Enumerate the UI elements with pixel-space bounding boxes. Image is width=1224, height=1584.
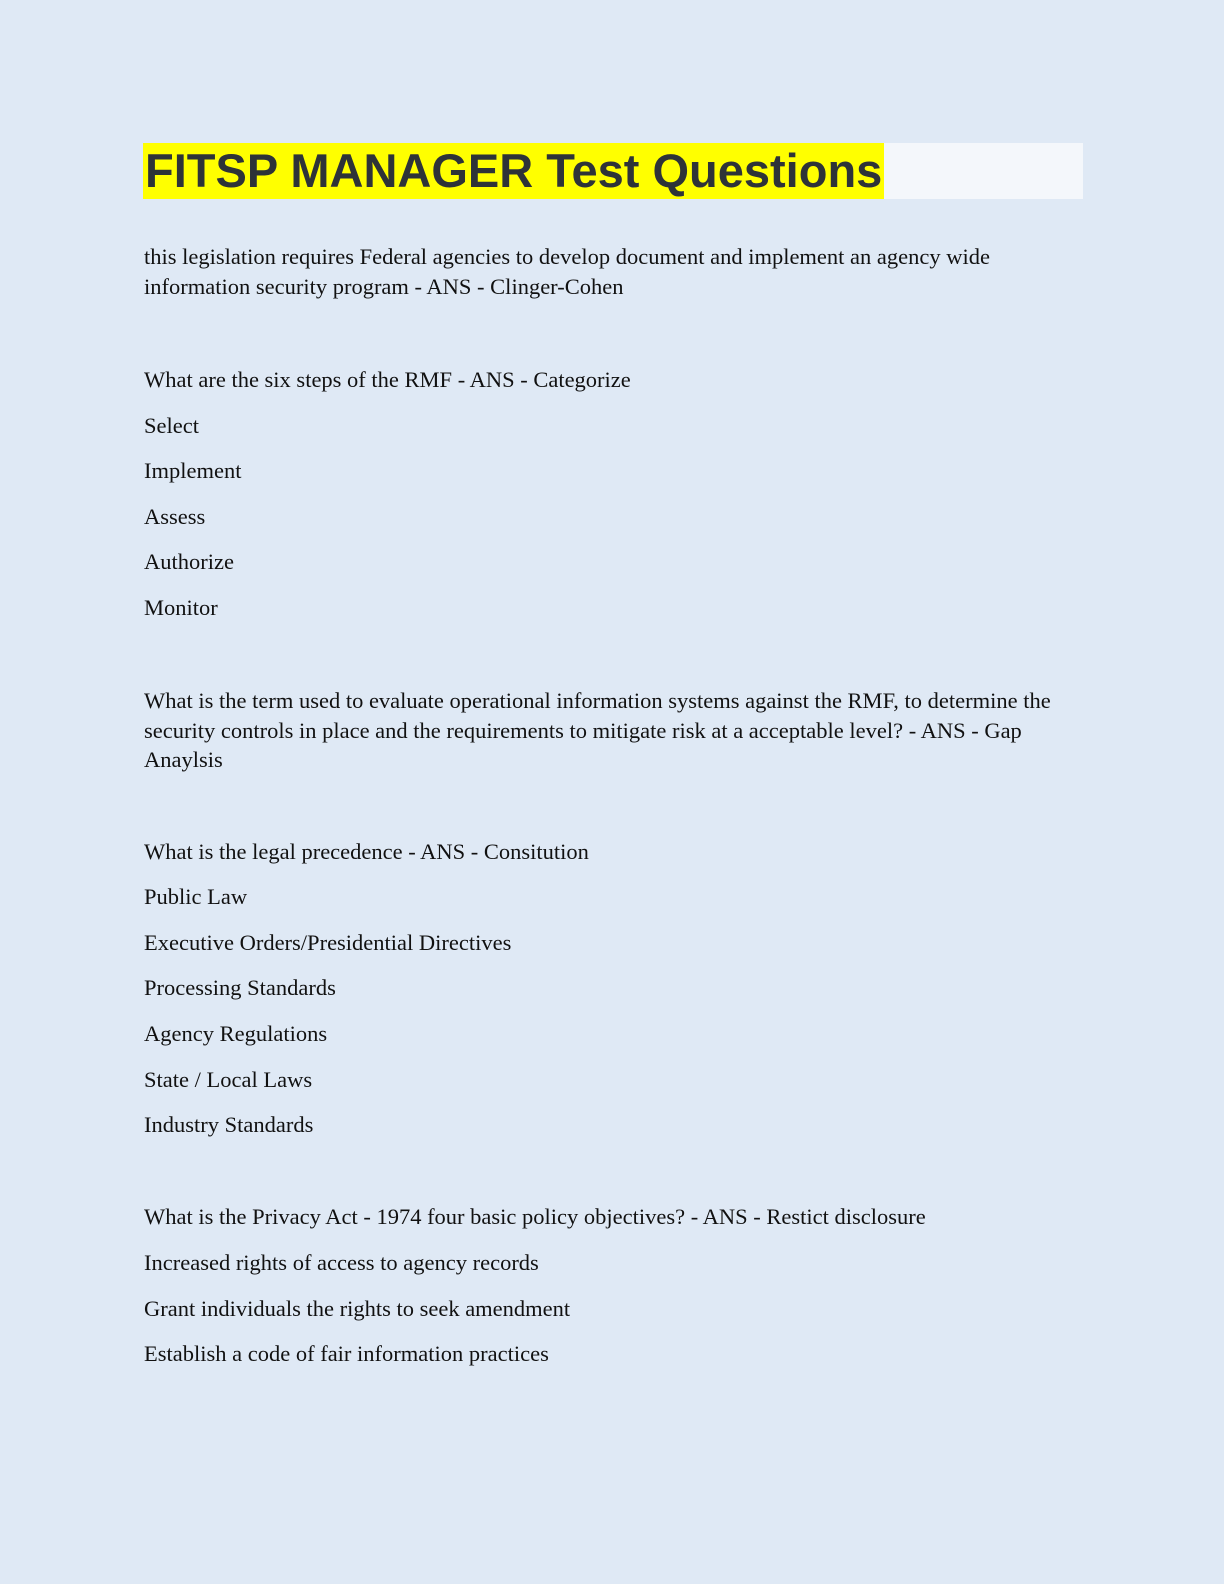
q2-item-select: Select (144, 413, 199, 438)
q5-question: What is the Privacy Act - 1974 four basic policy objectives? - ANS - Restict disclosure (144, 1204, 926, 1229)
page-title: FITSP MANAGER Test Questions (145, 144, 883, 197)
q4-question: What is the legal precedence - ANS - Consitution (144, 839, 589, 864)
q2-item-implement: Implement (144, 458, 242, 483)
q4-item-executive-orders: Executive Orders/Presidential Directives (144, 930, 512, 955)
q4-item-industry-standards: Industry Standards (144, 1112, 314, 1137)
q5-item-increased-rights: Increased rights of access to agency records (144, 1250, 539, 1275)
q4-item-agency-regulations: Agency Regulations (144, 1021, 328, 1046)
q2-item-authorize: Authorize (144, 549, 234, 574)
q4-item-state-local-laws: State / Local Laws (144, 1067, 313, 1092)
q2-question: What are the six steps of the RMF - ANS - Categorize (144, 367, 631, 392)
q4-item-public-law: Public Law (144, 884, 248, 909)
q3-paragraph: What is the term used to evaluate operational information systems against the RMF, to determine the security controls in place and the requirements to mitigate risk at a acceptable level? - ANS - Gap Anaylsis (144, 688, 1051, 772)
q5-item-seek-amendment: Grant individuals the rights to seek amendment (144, 1296, 571, 1321)
q5-item-fair-practices: Establish a code of fair information practices (144, 1341, 549, 1366)
q4-item-processing-standards: Processing Standards (144, 975, 336, 1000)
q2-item-assess: Assess (144, 504, 206, 529)
q1-paragraph: this legislation requires Federal agencies to develop document and implement an agency wide information security program - ANS - Clinger-Cohen (144, 244, 990, 299)
q2-item-monitor: Monitor (144, 595, 218, 620)
